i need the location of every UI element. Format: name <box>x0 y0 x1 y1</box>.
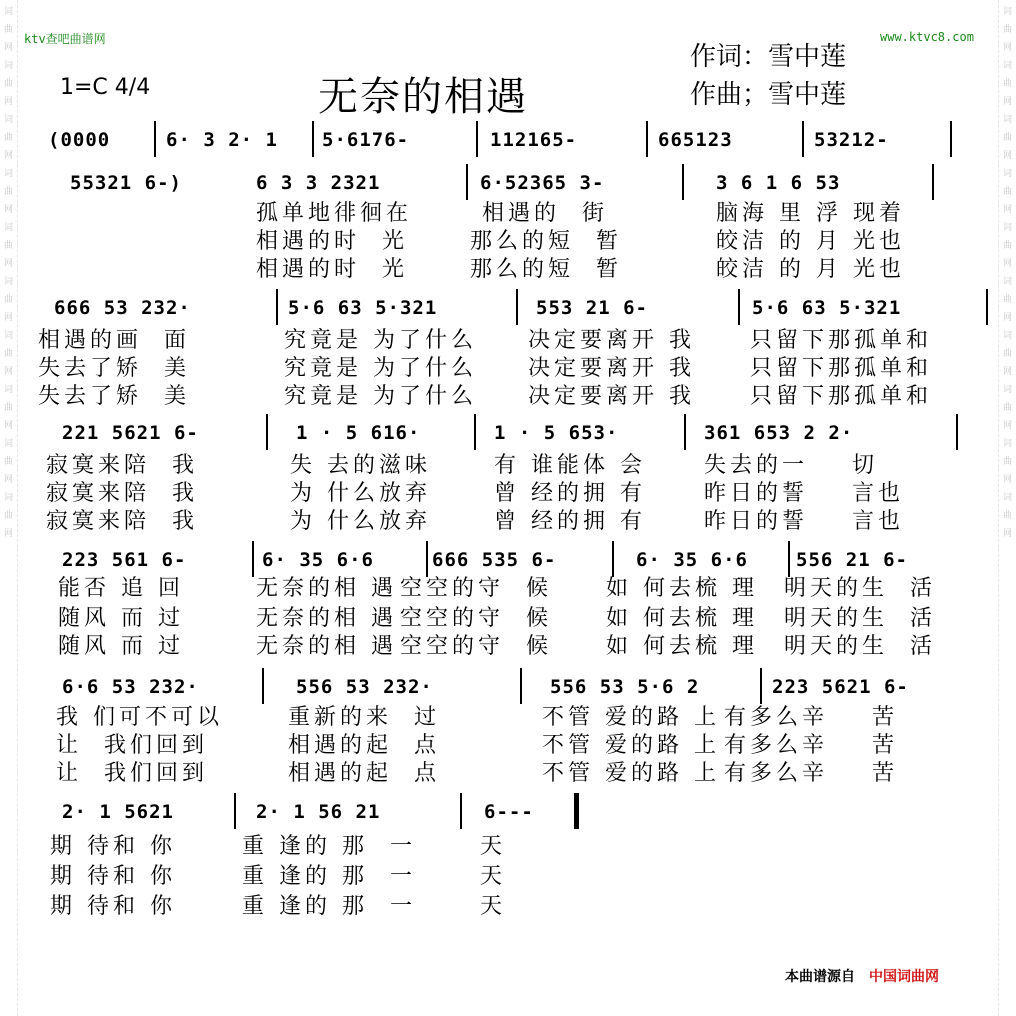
measure: 361 653 2 2· <box>704 422 854 444</box>
side-watermark-char: 词 <box>1002 493 1012 503</box>
bar-line <box>474 414 476 450</box>
side-watermark-char: 曲 <box>1002 25 1012 35</box>
lyric-segment: 究竟是 为了什么 <box>284 328 477 353</box>
source-credit <box>785 966 939 986</box>
lyric-line <box>0 833 1016 861</box>
source-site-link[interactable]: 中国词曲网 <box>869 969 939 985</box>
side-watermark-char: 网 <box>3 205 13 215</box>
side-watermark-char: 曲 <box>1002 403 1012 413</box>
measure: (0000 <box>48 129 111 151</box>
lyric-segment: 曾 经的拥 有 <box>494 509 646 534</box>
lyric-segment: 昨日的誓 言也 <box>704 481 904 506</box>
lyric-segment: 空空的守 候 <box>400 634 552 659</box>
lyric-line <box>0 327 1016 355</box>
side-watermark-char: 词 <box>3 223 13 233</box>
lyric-segment: 失 去的滋味 <box>290 453 431 478</box>
bar-line <box>950 121 952 157</box>
lyric-segment: 只留下那孤单和 <box>750 384 933 409</box>
side-watermark-char: 词 <box>1002 7 1012 17</box>
measure: 223 561 6- <box>62 549 187 571</box>
measure: 6· 35 6·6 <box>636 549 748 571</box>
side-watermark-char: 词 <box>1002 385 1012 395</box>
lyric-segment: 天 <box>480 894 507 919</box>
measure: 2· 1 5621 <box>62 801 174 823</box>
side-watermark-char: 网 <box>1002 367 1012 377</box>
lyric-segment: 究竟是 为了什么 <box>284 384 477 409</box>
watermark-left: ktv查吧曲谱网 <box>24 32 106 46</box>
measure: 553 21 6- <box>536 297 648 319</box>
notation-line <box>0 168 1016 198</box>
lyric-segment: 天 <box>480 834 507 859</box>
lyric-segment: 重 逢的 那 一 <box>242 864 416 889</box>
lyric-segment: 有多么辛 苦 <box>724 733 898 758</box>
measure: 6 3 3 2321 <box>256 172 381 194</box>
lyric-line <box>0 256 1016 284</box>
side-watermark-char: 网 <box>1002 313 1012 323</box>
lyric-segment: 昨日的誓 言也 <box>704 509 904 534</box>
side-watermark-char: 曲 <box>3 133 13 143</box>
lyric-segment: 让 我们回到 <box>56 733 208 758</box>
measure: 5·6176- <box>322 129 410 151</box>
lyric-segment: 重新的来 过 <box>288 705 440 730</box>
lyric-segment: 为 什么放弃 <box>290 481 431 506</box>
side-watermark-char: 词 <box>3 493 13 503</box>
bar-line <box>682 164 684 200</box>
side-watermark-char: 网 <box>3 151 13 161</box>
side-watermark-char: 网 <box>3 421 13 431</box>
measure: 6--- <box>484 801 534 823</box>
lyric-segment: 相遇的时 光 <box>256 229 408 254</box>
side-watermark-char: 曲 <box>3 457 13 467</box>
lyric-segment: 相遇的时 光 <box>256 257 408 282</box>
side-watermark-char: 词 <box>3 277 13 287</box>
lyric-line <box>0 228 1016 256</box>
side-watermark-char: 曲 <box>3 511 13 521</box>
lyric-segment: 不管 爱的路 上 <box>542 733 720 758</box>
lyric-segment: 明天的生 活 <box>784 576 936 601</box>
side-watermark-char: 曲 <box>1002 457 1012 467</box>
lyric-segment: 皎洁 的 月 光也 <box>716 229 905 254</box>
composer-credit: 作曲；雪中莲 <box>690 80 847 110</box>
lyric-segment: 明天的生 活 <box>784 606 936 631</box>
lyric-line <box>0 452 1016 480</box>
measure: 1 · 5 653· <box>494 422 619 444</box>
side-watermark-char: 网 <box>3 475 13 485</box>
side-watermark-char: 网 <box>1002 151 1012 161</box>
side-watermark-char: 曲 <box>3 79 13 89</box>
key-signature: 1=C 4/4 <box>60 75 151 100</box>
lyric-line <box>0 633 1016 661</box>
bar-line <box>252 541 254 577</box>
side-watermark-char: 曲 <box>3 241 13 251</box>
side-watermark-char: 词 <box>1002 61 1012 71</box>
lyric-line <box>0 355 1016 383</box>
lyric-segment: 决定要离开 我 <box>528 356 695 381</box>
lyric-segment: 无奈的相 遇 <box>256 606 397 631</box>
lyric-line <box>0 704 1016 732</box>
lyric-segment: 期 待和 你 <box>50 864 176 889</box>
measure: 112165- <box>490 129 578 151</box>
side-watermark-char: 词 <box>3 61 13 71</box>
measure: 5·6 63 5·321 <box>288 297 438 319</box>
lyric-segment: 如 何去梳 理 <box>606 576 758 601</box>
measure: 3 6 1 6 53 <box>716 172 841 194</box>
measure: 666 53 232· <box>54 297 191 319</box>
lyric-line <box>0 893 1016 921</box>
bar-line <box>802 121 804 157</box>
side-watermark-char: 网 <box>3 97 13 107</box>
side-watermark-char: 词 <box>1002 331 1012 341</box>
measure: 2· 1 56 21 <box>256 801 381 823</box>
measure: 221 5621 6- <box>62 422 199 444</box>
side-watermark-char: 网 <box>1002 475 1012 485</box>
notation-line <box>0 418 1016 448</box>
lyric-line <box>0 383 1016 411</box>
measure: 666 535 6- <box>432 549 557 571</box>
watermark-right: www.ktvc8.com <box>880 30 974 44</box>
side-watermark-char: 网 <box>3 43 13 53</box>
side-watermark-char: 曲 <box>1002 79 1012 89</box>
side-watermark-char: 网 <box>1002 529 1012 539</box>
bar-line <box>684 414 686 450</box>
measure: 556 53 5·6 2 <box>550 676 700 698</box>
bar-line <box>276 289 278 325</box>
side-watermark-char: 词 <box>1002 169 1012 179</box>
lyric-segment: 皎洁 的 月 光也 <box>716 257 905 282</box>
lyric-segment: 究竟是 为了什么 <box>284 356 477 381</box>
side-watermark-char: 词 <box>3 169 13 179</box>
lyric-segment: 重 逢的 那 一 <box>242 834 416 859</box>
bar-line <box>460 793 462 829</box>
bar-line <box>646 121 648 157</box>
lyric-line <box>0 863 1016 891</box>
measure: 1 · 5 616· <box>296 422 421 444</box>
final-bar-line <box>574 793 579 829</box>
notation-line <box>0 545 1016 575</box>
side-watermark-char: 词 <box>3 439 13 449</box>
lyric-segment: 相遇的画 面 <box>38 328 190 353</box>
side-watermark-char: 词 <box>1002 115 1012 125</box>
bar-line <box>760 668 762 704</box>
measure: 556 21 6- <box>796 549 908 571</box>
side-watermark-char: 网 <box>3 367 13 377</box>
side-watermark-char: 词 <box>3 115 13 125</box>
bar-line <box>788 541 790 577</box>
source-label: 本曲谱源自 <box>785 969 855 985</box>
side-watermark-char: 网 <box>1002 259 1012 269</box>
measure: 6· 35 6·6 <box>262 549 374 571</box>
side-watermark-char: 网 <box>3 313 13 323</box>
lyric-segment: 决定要离开 我 <box>528 328 695 353</box>
bar-line <box>312 121 314 157</box>
lyric-segment: 明天的生 活 <box>784 634 936 659</box>
side-watermark-char: 网 <box>1002 43 1012 53</box>
measure: 5·6 63 5·321 <box>752 297 902 319</box>
bar-line <box>932 164 934 200</box>
bar-line <box>262 668 264 704</box>
lyric-segment: 相遇的起 点 <box>288 761 440 786</box>
bar-line <box>516 289 518 325</box>
lyric-line <box>0 200 1016 228</box>
lyric-segment: 期 待和 你 <box>50 834 176 859</box>
measure: 223 5621 6- <box>772 676 909 698</box>
lyricist-credit: 作词：雪中莲 <box>690 42 847 72</box>
lyric-segment: 无奈的相 遇 <box>256 576 397 601</box>
bar-line <box>956 414 958 450</box>
side-watermark-char: 曲 <box>1002 295 1012 305</box>
lyric-segment: 有 谁能体 会 <box>494 453 646 478</box>
side-watermark-char: 曲 <box>1002 349 1012 359</box>
notation-line <box>0 797 1016 827</box>
measure: 6·6 53 232· <box>62 676 199 698</box>
bar-line <box>466 164 468 200</box>
bar-line <box>476 121 478 157</box>
side-watermark-char: 曲 <box>3 25 13 35</box>
side-watermark-char: 曲 <box>1002 241 1012 251</box>
lyric-segment: 只留下那孤单和 <box>750 356 933 381</box>
bar-line <box>612 541 614 577</box>
side-watermark-char: 词 <box>3 331 13 341</box>
bar-line <box>520 668 522 704</box>
lyric-segment: 不管 爱的路 上 <box>542 761 720 786</box>
lyric-segment: 相遇的起 点 <box>288 733 440 758</box>
bar-line <box>986 289 988 325</box>
lyric-segment: 寂寞来陪 我 <box>46 509 198 534</box>
lyric-segment: 让 我们回到 <box>56 761 208 786</box>
lyric-segment: 有多么辛 苦 <box>724 705 898 730</box>
lyric-segment: 如 何去梳 理 <box>606 634 758 659</box>
lyric-line <box>0 605 1016 633</box>
side-watermark-char: 曲 <box>1002 511 1012 521</box>
side-watermark-char: 曲 <box>1002 133 1012 143</box>
lyric-segment: 无奈的相 遇 <box>256 634 397 659</box>
lyric-segment: 天 <box>480 864 507 889</box>
notation-line <box>0 125 1016 155</box>
side-watermark-char: 曲 <box>3 349 13 359</box>
side-watermark-char: 网 <box>1002 97 1012 107</box>
lyric-segment: 能否 追 回 <box>58 576 184 601</box>
lyric-line <box>0 732 1016 760</box>
lyric-segment: 空空的守 候 <box>400 576 552 601</box>
side-watermark-char: 网 <box>3 259 13 269</box>
lyric-segment: 决定要离开 我 <box>528 384 695 409</box>
side-watermark-char: 曲 <box>3 187 13 197</box>
bar-line <box>426 541 428 577</box>
song-title: 无奈的相遇 <box>318 73 528 120</box>
lyric-segment: 如 何去梳 理 <box>606 606 758 631</box>
lyric-segment: 随风 而 过 <box>58 634 184 659</box>
lyric-segment: 为 什么放弃 <box>290 509 431 534</box>
measure: 556 53 232· <box>296 676 433 698</box>
lyric-segment: 随风 而 过 <box>58 606 184 631</box>
lyric-segment: 失去的一 切 <box>704 453 878 478</box>
lyric-segment: 曾 经的拥 有 <box>494 481 646 506</box>
notation-line <box>0 293 1016 323</box>
lyric-segment: 孤单地徘徊在 <box>256 201 413 226</box>
measure: 53212- <box>814 129 889 151</box>
side-watermark-char: 词 <box>3 7 13 17</box>
side-watermark-char: 词 <box>1002 223 1012 233</box>
side-watermark-char: 网 <box>3 529 13 539</box>
lyric-segment: 空空的守 候 <box>400 606 552 631</box>
lyric-segment: 失去了矫 美 <box>38 384 190 409</box>
side-watermark-char: 曲 <box>3 295 13 305</box>
side-watermark-char: 词 <box>3 385 13 395</box>
side-watermark-char: 曲 <box>1002 187 1012 197</box>
lyric-segment: 那么的短 暂 <box>470 229 622 254</box>
measure: 665123 <box>658 129 733 151</box>
side-watermark-char: 网 <box>1002 421 1012 431</box>
bar-line <box>738 289 740 325</box>
measure: 55321 6-) <box>70 172 182 194</box>
bar-line <box>154 121 156 157</box>
lyric-segment: 那么的短 暂 <box>470 257 622 282</box>
measure: 6·52365 3- <box>480 172 605 194</box>
lyric-line <box>0 480 1016 508</box>
side-watermark-char: 网 <box>1002 205 1012 215</box>
lyric-segment: 我 们可不可以 <box>56 705 223 730</box>
lyric-segment: 只留下那孤单和 <box>750 328 933 353</box>
lyric-line <box>0 760 1016 788</box>
lyric-segment: 寂寞来陪 我 <box>46 453 198 478</box>
lyric-segment: 有多么辛 苦 <box>724 761 898 786</box>
lyric-line <box>0 508 1016 536</box>
lyric-segment: 寂寞来陪 我 <box>46 481 198 506</box>
lyric-segment: 重 逢的 那 一 <box>242 894 416 919</box>
side-watermark-char: 词 <box>1002 277 1012 287</box>
measure: 6· 3 2· 1 <box>166 129 278 151</box>
lyric-segment: 相遇的 街 <box>482 201 608 226</box>
lyric-line <box>0 575 1016 603</box>
bar-line <box>266 414 268 450</box>
lyric-segment: 失去了矫 美 <box>38 356 190 381</box>
lyric-segment: 期 待和 你 <box>50 894 176 919</box>
lyric-segment: 脑海 里 浮 现着 <box>716 201 905 226</box>
notation-line <box>0 672 1016 702</box>
bar-line <box>234 793 236 829</box>
lyric-segment: 不管 爱的路 上 <box>542 705 720 730</box>
side-watermark-char: 曲 <box>3 403 13 413</box>
side-watermark-char: 词 <box>1002 439 1012 449</box>
